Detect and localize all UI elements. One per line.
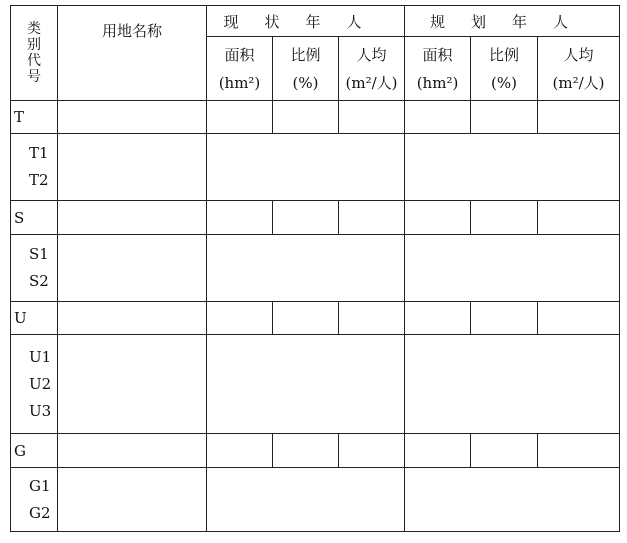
planned-ratio-header: 比例 (%) xyxy=(471,37,538,101)
subcategory-codes: U1 U2 U3 xyxy=(11,335,58,434)
land-name-cell[interactable] xyxy=(58,201,207,235)
planned-per-capita-cell[interactable] xyxy=(538,101,620,134)
table-row xyxy=(11,468,620,532)
category-code: U xyxy=(11,302,58,335)
table-row xyxy=(11,101,620,134)
planned-per-capita-cell[interactable] xyxy=(538,302,620,335)
land-name-cell[interactable] xyxy=(58,335,207,434)
current-ratio-cell[interactable] xyxy=(273,101,339,134)
current-ratio-header: 比例 (%) xyxy=(273,37,339,101)
planned-area-cell[interactable] xyxy=(405,302,471,335)
land-use-table xyxy=(10,5,620,532)
category-code: G xyxy=(11,434,58,468)
planned-per-capita-cell[interactable] xyxy=(538,434,620,468)
planned-ratio-cell[interactable] xyxy=(471,434,538,468)
header-row-1 xyxy=(11,6,620,37)
subcategory-codes: S1 S2 xyxy=(11,235,58,302)
current-area-cell[interactable] xyxy=(207,434,273,468)
land-name-cell[interactable] xyxy=(58,302,207,335)
current-ratio-cell[interactable] xyxy=(273,302,339,335)
current-area-cell[interactable] xyxy=(207,201,273,235)
category-code: T xyxy=(11,101,58,134)
planned-ratio-cell[interactable] xyxy=(471,302,538,335)
current-area-cell[interactable] xyxy=(207,302,273,335)
current-merged-cell[interactable] xyxy=(207,235,405,302)
planned-merged-cell[interactable] xyxy=(405,134,620,201)
land-name-cell[interactable] xyxy=(58,235,207,302)
current-ratio-cell[interactable] xyxy=(273,201,339,235)
current-ratio-cell[interactable] xyxy=(273,434,339,468)
subcategory-codes: G1 G2 xyxy=(11,468,58,532)
land-name-cell[interactable] xyxy=(58,468,207,532)
category-code-header: 类 别 代 号 xyxy=(11,6,58,101)
current-per-capita-cell[interactable] xyxy=(339,302,405,335)
current-merged-cell[interactable] xyxy=(207,134,405,201)
planned-merged-cell[interactable] xyxy=(405,235,620,302)
planned-merged-cell[interactable] xyxy=(405,335,620,434)
land-name-cell[interactable] xyxy=(58,434,207,468)
table-row xyxy=(11,434,620,468)
current-merged-cell[interactable] xyxy=(207,335,405,434)
subcategory-codes: T1 T2 xyxy=(11,134,58,201)
planned-area-header: 面积 (hm²) xyxy=(405,37,471,101)
planned-area-cell[interactable] xyxy=(405,434,471,468)
planned-per-capita-cell[interactable] xyxy=(538,201,620,235)
planned-area-cell[interactable] xyxy=(405,201,471,235)
land-name-cell[interactable] xyxy=(58,101,207,134)
current-area-cell[interactable] xyxy=(207,101,273,134)
current-per-capita-cell[interactable] xyxy=(339,434,405,468)
planned-year-header: 规划年人 xyxy=(405,6,620,37)
planned-ratio-cell[interactable] xyxy=(471,201,538,235)
table-row xyxy=(11,201,620,235)
current-per-capita-cell[interactable] xyxy=(339,101,405,134)
planned-merged-cell[interactable] xyxy=(405,468,620,532)
planned-per-capita-header: 人均 (m²/人) xyxy=(538,37,620,101)
current-per-capita-header: 人均 (m²/人) xyxy=(339,37,405,101)
current-year-header: 现状年人 xyxy=(207,6,405,37)
planned-area-cell[interactable] xyxy=(405,101,471,134)
land-name-header: 用地名称 xyxy=(58,6,207,101)
category-code: S xyxy=(11,201,58,235)
table-row xyxy=(11,335,620,434)
table-row xyxy=(11,235,620,302)
table-row xyxy=(11,134,620,201)
current-merged-cell[interactable] xyxy=(207,468,405,532)
planned-ratio-cell[interactable] xyxy=(471,101,538,134)
current-per-capita-cell[interactable] xyxy=(339,201,405,235)
table-row xyxy=(11,302,620,335)
current-area-header: 面积 (hm²) xyxy=(207,37,273,101)
land-name-cell[interactable] xyxy=(58,134,207,201)
